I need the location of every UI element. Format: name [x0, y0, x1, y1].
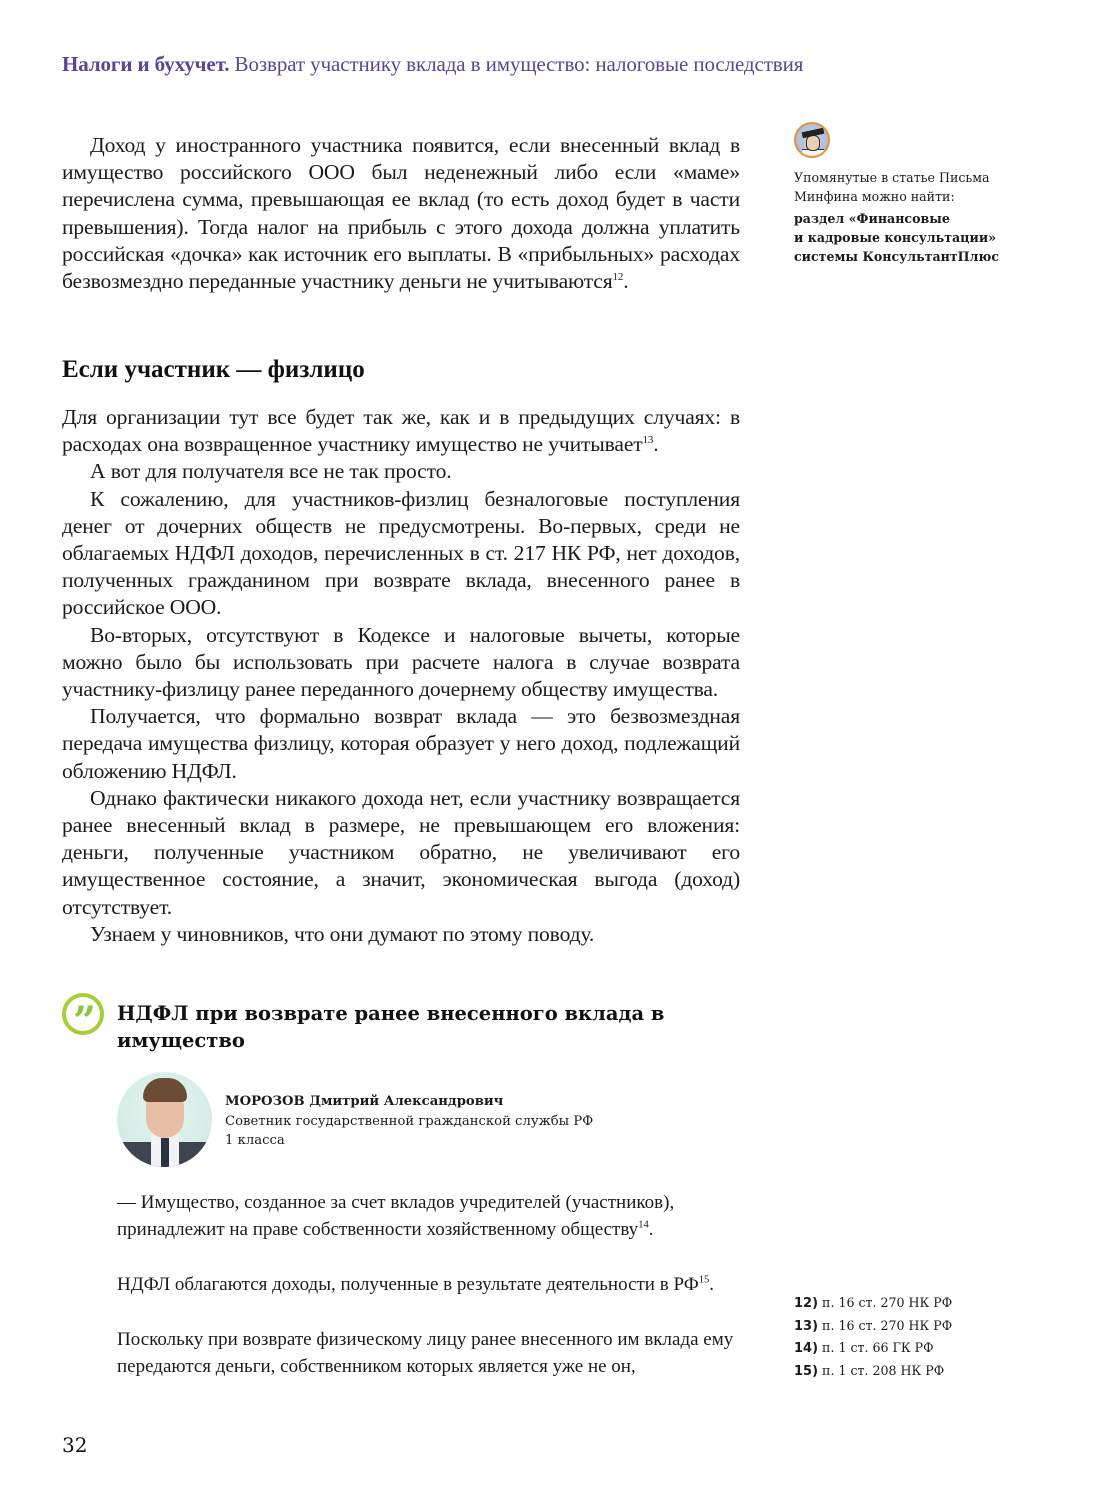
footnote-item: 14) п. 1 ст. 66 ГК РФ: [794, 1340, 934, 1357]
footnote-item: 12) п. 16 ст. 270 НК РФ: [794, 1295, 953, 1311]
expert-position: Советник государственной гражданской службы РФ: [225, 1113, 594, 1129]
footnote-ref[interactable]: 14: [638, 1220, 649, 1232]
paragraph: Получается, что формально возврат вклада — это безвозмездная передача имущества физлицу, которая образует у него доход, подлежащий обложению НДФЛ.: [62, 704, 740, 783]
paragraph: А вот для получателя все не так просто.: [90, 459, 452, 484]
paragraph: Для организации тут все будет так же, как и в предыдущих случаях: в расходах она возвращенное участнику имущество не учитывает$^{13}$.: [62, 405, 740, 457]
footnotes: [794, 1292, 952, 1382]
paragraph: К сожалению, для участников-физлиц безналоговые поступления денег от дочерних обществ не предусмотрены. Во-первых, среди не облагаемых НДФЛ доходов, перечисленных в ст. 217 НК РФ, нет доходов, полученных гражданином при возврате вклада, внесенного ранее в российское ООО.: [62, 486, 740, 620]
footnote-item: 13) п. 16 ст. 270 НК РФ: [794, 1317, 953, 1334]
quote-icon: ”: [62, 993, 104, 1035]
paragraph: НДФЛ облагаются доходы, полученные в результате деятельности в РФ$^{15}$.: [117, 1274, 714, 1296]
paragraph: — Имущество, созданное за счет вкладов учредителей (участников), принадлежит на праве собственности хозяйственному обществу$^{14}$.: [117, 1192, 675, 1241]
footnote-item: 15) п. 1 ст. 208 НК РФ: [794, 1362, 945, 1379]
quote-body: [117, 1189, 757, 1381]
running-head-title: Возврат участнику вклада в имущество: налоговые последствия: [229, 52, 804, 76]
expert-name: МОРОЗОВ Дмитрий Александрович: [225, 1094, 504, 1109]
expert-avatar: [117, 1072, 212, 1167]
quote-block-title: НДФЛ при возврате ранее внесенного вклада в имущество: [117, 1002, 665, 1052]
intro-text: [62, 132, 740, 295]
paragraph: Доход у иностранного участника появится, если внесенный вклад в имущество российского ООО был неденежный либо если «маме» перечислена сумма, превышающая ее вклад (то есть доход будет в части превышения). Тогда налог на прибыль с этого дохода должна уплатить российская «дочка» как источник его выплаты. В «прибыльных» расходах безвозмездно переданные участнику деньги не учитываются$^{12}$.: [62, 133, 740, 294]
section-body: [62, 404, 740, 948]
professor-icon: [794, 122, 830, 158]
expert-position-class: 1 класса: [225, 1133, 285, 1148]
sidebar-note: [794, 122, 1034, 266]
sidebar-text: Упомянутые в статье Письма Минфина можно найти: раздел «Финансовые и кадровые консультации» системы КонсультантПлюс: [794, 168, 1034, 266]
footnote-ref[interactable]: 12: [612, 270, 624, 283]
section-heading: Если участник — физлицо: [62, 356, 365, 383]
paragraph: Узнаем у чиновников, что они думают по этому поводу.: [90, 921, 595, 946]
paragraph: Во-вторых, отсутствуют в Кодексе и налоговые вычеты, которые можно было бы использовать при расчете налога в случае возврата участнику-физлицу ранее переданного дочернему обществу имущества.: [62, 622, 740, 702]
page-number: 32: [62, 1433, 88, 1457]
paragraph: Однако фактически никакого дохода нет, если участнику возвращается ранее внесенный вклад в размере, не превышающем его вложения: деньги, полученные участником обратно, не увеличивают его имущественное состояние, а значит, экономическая выгода (доход) отсутствует.: [62, 785, 740, 919]
footnote-ref[interactable]: 15: [698, 1274, 710, 1286]
sidebar-source: раздел «Финансовые и кадровые консультации» системы КонсультантПлюс: [794, 211, 1000, 264]
footnote-ref[interactable]: 13: [642, 434, 654, 447]
paragraph: Поскольку при возврате физическому лицу ранее внесенного им вклада ему передаются деньги, собственником которых является уже не он,: [117, 1329, 734, 1378]
expert-info: [225, 1092, 593, 1151]
running-head-section: Налоги и бухучет.: [62, 52, 230, 76]
running-head: [62, 52, 962, 77]
